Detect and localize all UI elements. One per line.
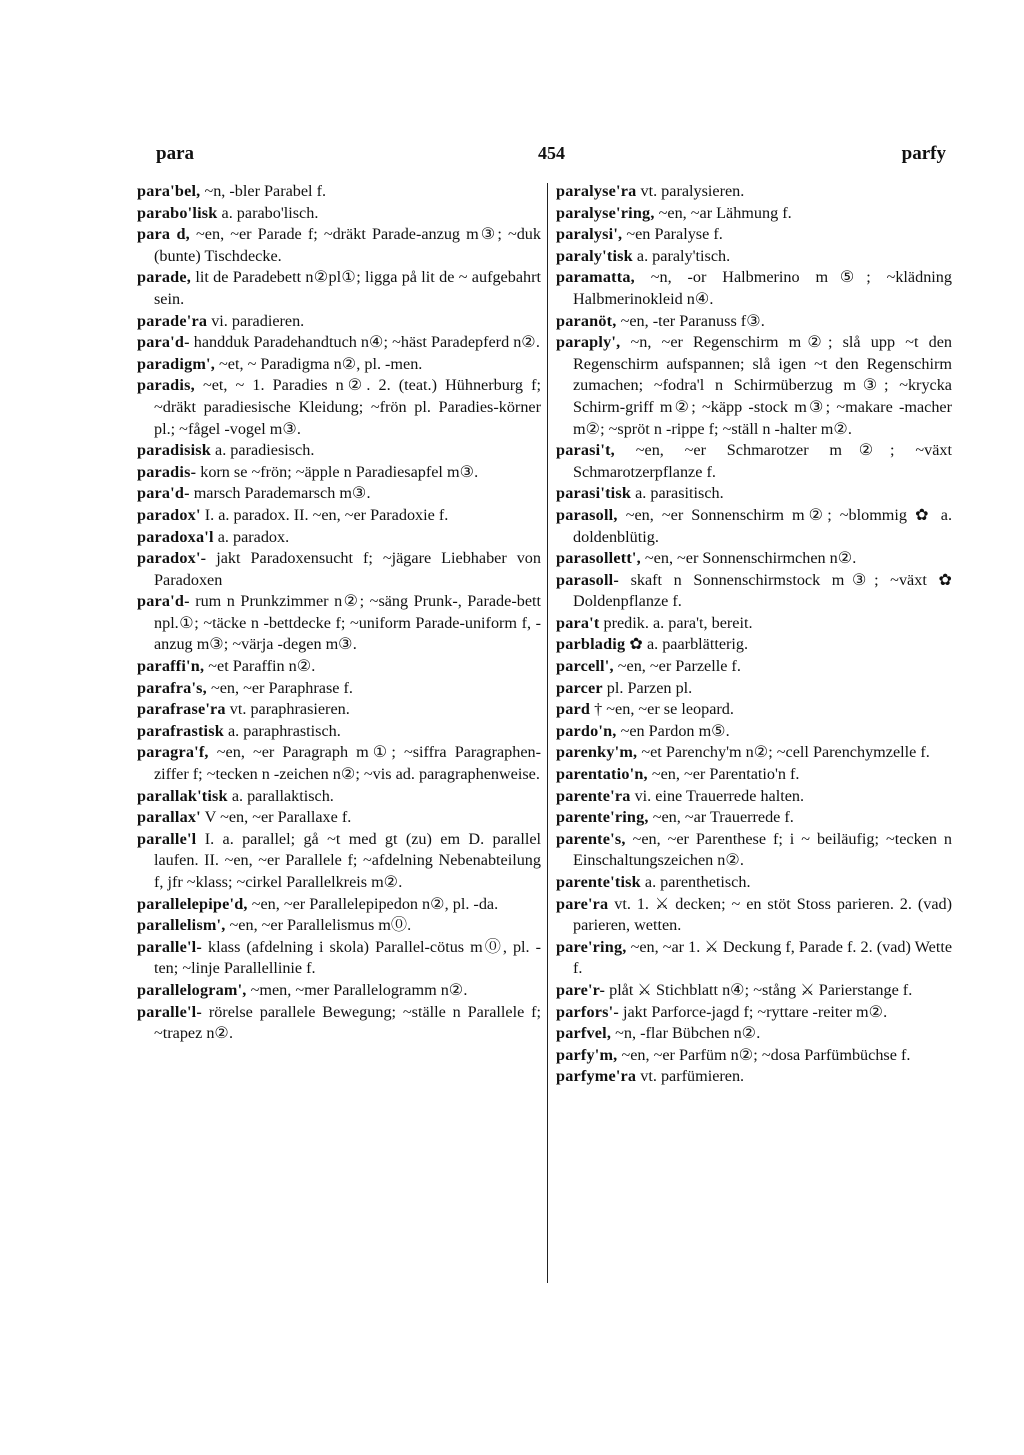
dictionary-entry: [137, 548, 541, 591]
dictionary-entry: [137, 894, 541, 916]
dictionary-entry: [137, 527, 541, 549]
entry-headword: paragra'f,: [137, 743, 209, 762]
dictionary-entry: [137, 505, 541, 527]
entry-headword: parasi't,: [556, 441, 615, 460]
entry-definition: ~men, ~mer Parallelogramm n②.: [250, 980, 468, 999]
entry-headword: paradis-: [137, 462, 197, 481]
entry-definition: rörelse parallele Bewegung; ~ställe n Parallele f; ~trapez n②.: [154, 1002, 542, 1043]
column-divider: [547, 183, 548, 1283]
entry-headword: paralle'l-: [137, 1002, 202, 1021]
dictionary-entry: [556, 440, 952, 483]
dictionary-entry: [556, 1045, 952, 1067]
dictionary-entry: [137, 699, 541, 721]
entry-headword: pardo'n,: [556, 721, 617, 740]
dictionary-entry: [137, 483, 541, 505]
entry-headword: para'd-: [137, 333, 190, 352]
entry-headword: parasoll-: [556, 570, 619, 589]
entry-definition: vt. parfümieren.: [640, 1067, 745, 1086]
entry-definition: a. paradiesisch.: [215, 441, 315, 460]
entry-headword: parente'tisk: [556, 873, 641, 891]
dictionary-entry: [137, 742, 541, 785]
entry-headword: paradisisk: [137, 441, 211, 460]
dictionary-entry: [556, 267, 952, 310]
entry-definition: ~en, ~er Sonnenschirm m②; ~blommig ✿ a. doldenblütig.: [573, 505, 952, 546]
entry-headword: parallelepipe'd,: [137, 894, 248, 913]
dictionary-entry: [556, 1002, 952, 1024]
entry-headword: parente's,: [556, 829, 626, 848]
entry-headword: parasollett',: [556, 549, 641, 568]
entry-definition: ~en, ~er Sonnenschirmchen n②.: [644, 549, 857, 568]
entry-headword: parallelism',: [137, 916, 226, 935]
page-header: [140, 143, 946, 169]
entry-definition: ~et Parenchy'm n②; ~cell Parenchymzelle f.: [641, 743, 930, 762]
entry-definition: vi. paradieren.: [211, 311, 305, 330]
entry-headword: pare'ra: [556, 894, 609, 913]
entry-headword: parallelogram',: [137, 980, 247, 999]
dictionary-entry: [556, 937, 952, 980]
dictionary-entry: [556, 872, 952, 894]
dictionary-entry: [137, 354, 541, 376]
dictionary-entry: [137, 829, 541, 894]
entry-definition: ~en, ~er Parallelismus m⓪.: [229, 916, 412, 935]
dictionary-entry: [556, 678, 952, 700]
entry-definition: ~en, ~er Parallelepipedon n②, pl. -da.: [251, 894, 499, 913]
entry-definition: handduk Paradehandtuch n④; ~häst Paradepferd n②.: [193, 333, 540, 352]
entry-headword: parabo'lisk: [137, 203, 218, 222]
entry-headword: pare'r-: [556, 980, 606, 999]
entry-headword: parallax': [137, 808, 201, 827]
dictionary-entry: [556, 483, 952, 505]
entry-headword: parfyme'ra: [556, 1067, 637, 1086]
entry-headword: paradis,: [137, 376, 195, 395]
entry-headword: paradigm',: [137, 354, 215, 373]
entry-definition: I. a. parallel; gå ~t med gt (zu) em D. parallel laufen. II. ~en, ~er Parallele f; ~afdelning Nebenabteilung f, jfr ~klass; ~cirkel Parallelkreis m②.: [154, 829, 542, 891]
entry-headword: paralle'l: [137, 829, 197, 848]
dictionary-entry: [137, 203, 541, 225]
entry-definition: pl. Parzen pl.: [606, 678, 693, 697]
entry-definition: ~en, ~ar 1. ⚔ Deckung f, Parade f. 2. (vad) Wette f.: [573, 937, 952, 978]
entry-definition: ~en, ~er Parfüm n②; ~dosa Parfümbüchse f.: [621, 1045, 911, 1064]
entry-headword: parbladig: [556, 635, 626, 654]
entry-definition: vt. paralysieren.: [640, 182, 745, 200]
dictionary-entry: [556, 980, 952, 1002]
entry-definition: vi. eine Trauerrede halten.: [634, 786, 805, 805]
dictionary-entry: [137, 224, 541, 267]
entry-headword: parallak'tisk: [137, 786, 228, 805]
entry-definition: ~en, ~er Parenthese f; i ~ beiläufig; ~tecken n Einschaltungszeichen n②.: [573, 829, 952, 870]
entry-headword: parfvel,: [556, 1024, 612, 1043]
entry-definition: a. parasitisch.: [635, 484, 724, 503]
page-number: 454: [538, 143, 565, 163]
dictionary-entry: [556, 699, 952, 721]
entry-headword: parente'ra: [556, 786, 631, 805]
entry-definition: ~n, ~er Regenschirm m②; slå upp ~t den Regenschirm aufspannen; slå igen ~t den Regenschirm zumachen; ~fodra'l n Schirmüberzug m③; ~krycka Schirm-griff m②; ~käpp -stock m③; ~makare -macher m②; ~spröt n -rippe f; ~ställ n -halter m②.: [573, 333, 953, 438]
entry-definition: a. parenthetisch.: [644, 873, 751, 891]
entry-definition: ~en, ~er Parentatio'n f.: [651, 765, 800, 784]
entry-definition: ~en, ~er Paragraph m①; ~siffra Paragraphen-ziffer f; ~tecken n -zeichen n②; ~vis ad. paragraphenweise.: [154, 743, 541, 784]
entry-definition: lit de Paradebett n②pl①; ligga på lit de ~ aufgebahrt sein.: [154, 268, 541, 308]
running-head-right: parfy: [901, 143, 946, 164]
entry-headword: pare'ring,: [556, 937, 627, 956]
entry-headword: parente'ring,: [556, 808, 649, 827]
dictionary-entry: [556, 786, 952, 808]
entry-definition: ~en, ~ar Trauerrede f.: [652, 808, 794, 827]
entry-headword: paralyse'ring,: [556, 203, 655, 222]
dictionary-entry: [556, 570, 952, 613]
entry-definition: ~en, ~er Parade f; ~dräkt Parade-anzug m③; ~duk (bunte) Tischdecke.: [154, 225, 541, 265]
dictionary-entry: [556, 505, 952, 548]
dictionary-entry: [556, 224, 952, 246]
dictionary-entry: [556, 721, 952, 743]
entry-headword: paradox': [137, 505, 201, 524]
dictionary-entry: [137, 678, 541, 700]
entry-headword: paraffi'n,: [137, 657, 205, 676]
right-column: [556, 181, 952, 1088]
entry-headword: parade,: [137, 268, 192, 287]
dictionary-entry: [137, 332, 541, 354]
entry-definition: ~en Pardon m⑤.: [620, 721, 730, 740]
entry-definition: ✿ a. paarblätterig.: [629, 635, 749, 654]
entry-definition: a. parallaktisch.: [231, 786, 334, 805]
entry-headword: pard: [556, 700, 591, 719]
entry-headword: paralle'l-: [137, 937, 202, 956]
running-head-left: para: [156, 143, 194, 164]
dictionary-entry: [137, 267, 541, 310]
entry-headword: paramatta,: [556, 268, 635, 287]
dictionary-entry: [137, 980, 541, 1002]
entry-headword: parasi'tisk: [556, 484, 632, 503]
entry-headword: parcell',: [556, 657, 614, 676]
entry-definition: korn se ~frön; ~äpple n Paradiesapfel m③.: [200, 462, 479, 481]
entry-headword: parade'ra: [137, 311, 208, 330]
entry-headword: para't: [556, 613, 600, 632]
entry-definition: ~n, -or Halbmerino m⑤; ~klädning Halbmerinokleid n④.: [573, 268, 952, 308]
entry-definition: V ~en, ~er Parallaxe f.: [204, 808, 352, 827]
dictionary-entry: [556, 1023, 952, 1045]
dictionary-entry: [556, 311, 952, 333]
entry-headword: para d,: [137, 225, 190, 244]
entry-headword: parafrastisk: [137, 721, 224, 740]
dictionary-entry: [556, 634, 952, 656]
entry-headword: paranöt,: [556, 311, 617, 330]
entry-definition: ~et, ~ 1. Paradies n②. 2. (teat.) Hühnerburg f; ~dräkt paradiesische Kleidung; ~frön pl. Paradies-körner pl.; ~fågel -vogel m③.: [154, 376, 542, 438]
dictionary-entry: [556, 742, 952, 764]
entry-definition: a. paraly'tisch.: [636, 246, 731, 265]
entry-headword: para'd-: [137, 592, 190, 611]
dictionary-entry: [556, 807, 952, 829]
entry-headword: parcer: [556, 678, 603, 697]
dictionary-entry: [137, 1002, 541, 1045]
dictionary-entry: [137, 591, 541, 656]
entry-headword: para'd-: [137, 484, 190, 503]
entry-definition: marsch Parademarsch m③.: [193, 484, 371, 503]
dictionary-entry: [137, 786, 541, 808]
dictionary-entry: [556, 764, 952, 786]
entry-headword: paradoxa'l: [137, 527, 214, 546]
dictionary-entry: [556, 181, 952, 203]
entry-headword: parenky'm,: [556, 743, 638, 762]
dictionary-entry: [137, 915, 541, 937]
entry-definition: ~et, ~ Paradigma n②, pl. -men.: [219, 354, 423, 373]
entry-headword: parafrase'ra: [137, 700, 226, 719]
entry-definition: vt. 1. ⚔ decken; ~ en stöt Stoss parieren. 2. (vad) parieren, wetten.: [573, 894, 953, 935]
dictionary-entry: [556, 613, 952, 635]
dictionary-entry: [556, 246, 952, 268]
entry-definition: plåt ⚔ Stichblatt n④; ~stång ⚔ Parierstange f.: [609, 980, 913, 999]
left-column: [137, 181, 541, 1045]
entry-definition: I. a. paradox. II. ~en, ~er Paradoxie f.: [204, 505, 449, 524]
dictionary-entry: [137, 311, 541, 333]
entry-headword: paralysi',: [556, 225, 623, 244]
entry-definition: klass (afdelning i skola) Parallel-cötus m⓪, pl. -ten; ~linje Parallellinie f.: [154, 937, 542, 978]
dictionary-entry: [556, 203, 952, 225]
entry-headword: parasoll,: [556, 505, 618, 524]
entry-definition: ~n, -bler Parabel f.: [204, 182, 327, 200]
entry-headword: parafra's,: [137, 678, 207, 697]
entry-definition: a. parabo'lisch.: [221, 203, 319, 222]
dictionary-entry: [137, 181, 541, 203]
entry-definition: skaft n Sonnenschirmstock m③; ~växt ✿ Doldenpflanze f.: [573, 570, 953, 611]
entry-definition: ~en, ~ar Lähmung f.: [658, 203, 792, 222]
dictionary-entry: [556, 656, 952, 678]
entry-definition: † ~en, ~er se leopard.: [594, 700, 734, 719]
entry-definition: ~en, ~er Schmarotzer m②; ~växt Schmarotzerpflanze f.: [573, 441, 953, 481]
entry-definition: jakt Paradoxensucht f; ~jägare Liebhaber von Paradoxen: [154, 549, 541, 589]
entry-definition: ~en, -ter Paranuss f③.: [620, 311, 765, 330]
dictionary-entry: [137, 375, 541, 440]
entry-definition: ~en, ~er Paraphrase f.: [210, 678, 353, 697]
entry-headword: paraly'tisk: [556, 246, 633, 265]
entry-definition: ~et Paraffin n②.: [208, 657, 316, 676]
dictionary-entry: [137, 440, 541, 462]
entry-definition: rum n Prunkzimmer n②; ~säng Prunk-, Parade-bett npl.①; ~täcke n -bettdecke f; ~uniform Parade-uniform f, -anzug m③; ~värja -degen m③.: [154, 592, 541, 654]
entry-definition: ~en, ~er Parzelle f.: [617, 657, 741, 676]
dictionary-entry: [556, 332, 952, 440]
dictionary-entry: [137, 462, 541, 484]
entry-definition: a. paraphrastisch.: [227, 721, 341, 740]
entry-headword: paralyse'ra: [556, 182, 637, 200]
entry-headword: parfy'm,: [556, 1045, 618, 1064]
dictionary-entry: [556, 829, 952, 872]
entry-headword: paradox'-: [137, 549, 207, 568]
dictionary-entry: [137, 721, 541, 743]
dictionary-entry: [556, 548, 952, 570]
dictionary-entry: [556, 894, 952, 937]
dictionary-entry: [137, 807, 541, 829]
entry-definition: a. paradox.: [217, 527, 290, 546]
entry-definition: jakt Parforce-jagd f; ~ryttare -reiter m②.: [623, 1002, 888, 1021]
entry-definition: ~n, -flar Bübchen n②.: [615, 1024, 761, 1043]
dictionary-entry: [137, 937, 541, 980]
dictionary-entry: [137, 656, 541, 678]
entry-headword: paraply',: [556, 333, 621, 352]
dictionary-entry: [556, 1066, 952, 1088]
entry-headword: parfors'-: [556, 1002, 619, 1021]
entry-definition: vt. paraphrasieren.: [229, 700, 350, 719]
entry-definition: ~en Paralyse f.: [626, 225, 723, 244]
entry-headword: parentatio'n,: [556, 765, 648, 784]
entry-definition: predik. a. para't, bereit.: [603, 613, 753, 632]
entry-headword: para'bel,: [137, 182, 201, 200]
